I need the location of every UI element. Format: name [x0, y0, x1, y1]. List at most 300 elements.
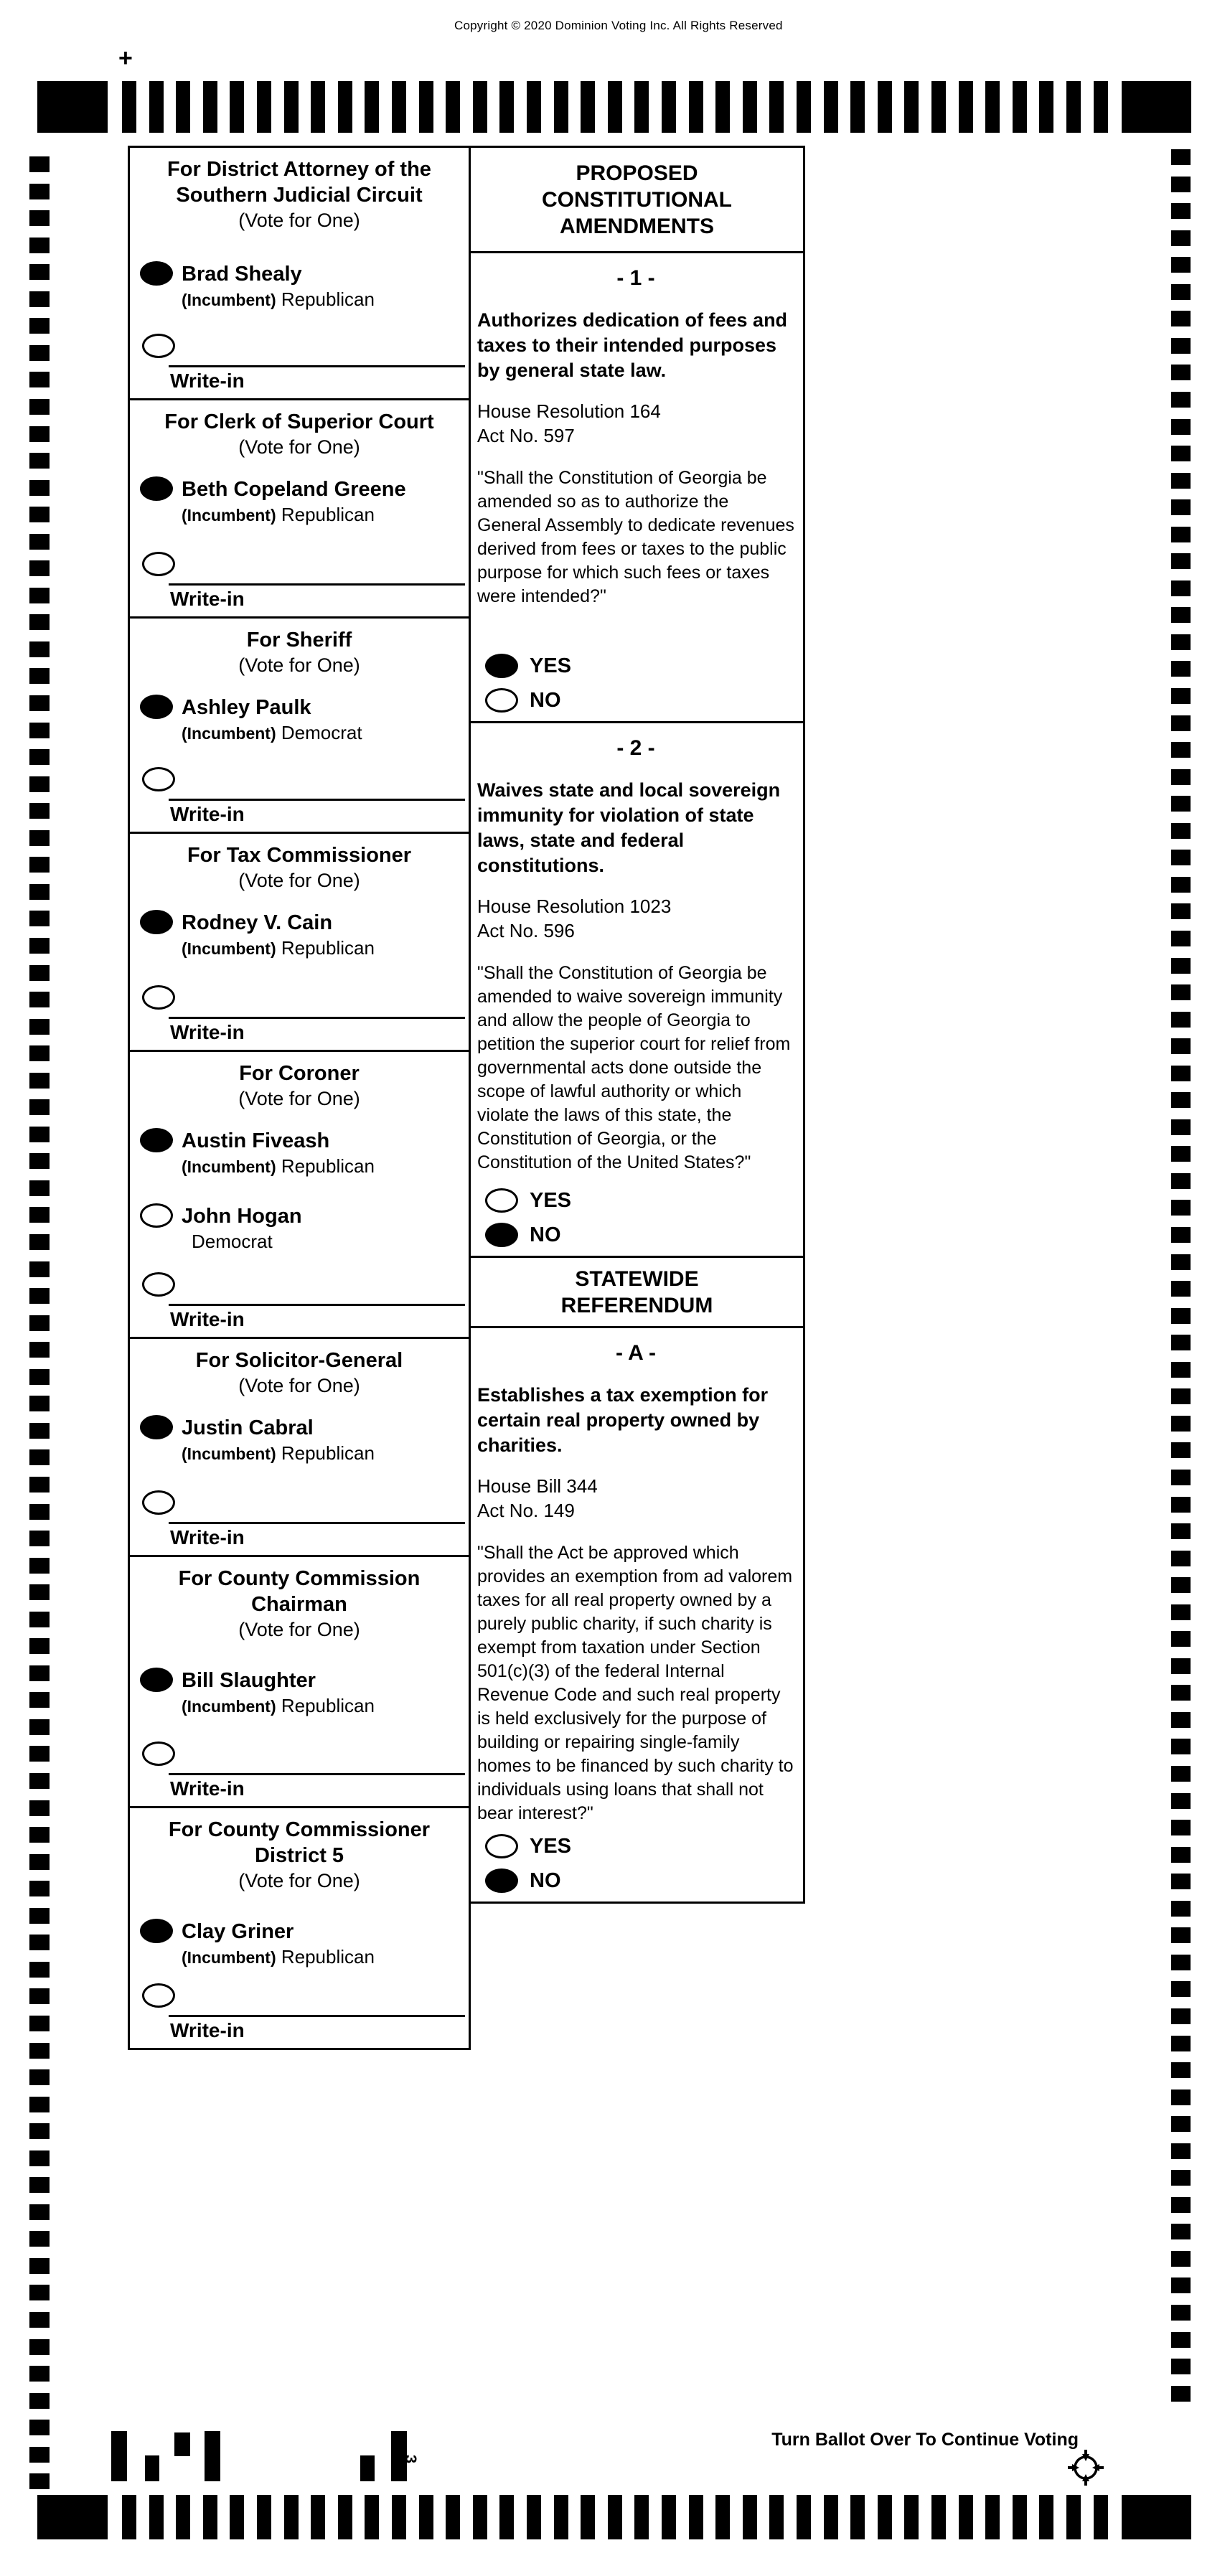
timing-square [29, 1127, 50, 1142]
contest-title-line: For Solicitor-General [195, 1349, 403, 1372]
timing-square [1171, 2116, 1191, 2132]
party-label: Democrat [192, 1231, 273, 1252]
timing-square [29, 857, 50, 873]
timing-square [29, 695, 50, 711]
incumbent-label: (Incumbent) [182, 939, 276, 958]
measure-summary: Establishes a tax exemption for certain real property owned by charities. [477, 1384, 769, 1456]
timing-bar [311, 81, 325, 133]
timing-square [1171, 1362, 1191, 1378]
timing-bar [257, 81, 271, 133]
candidate-name: Ashley Paulk [182, 696, 311, 719]
timing-square [29, 1396, 50, 1411]
no-label: NO [530, 1223, 561, 1246]
timing-square [1171, 257, 1191, 273]
candidate-oval-filled[interactable] [140, 1919, 173, 1943]
write-in-label: Write-in [170, 1777, 245, 1800]
timing-square [1171, 1173, 1191, 1189]
write-in-oval[interactable] [142, 1490, 175, 1515]
measures-column [469, 146, 805, 1904]
timing-square [29, 803, 50, 819]
timing-bar [149, 2495, 164, 2539]
incumbent-label: (Incumbent) [182, 1444, 276, 1463]
write-in-area [169, 1773, 465, 1805]
timing-bar [797, 81, 811, 133]
timing-square [1171, 1388, 1191, 1404]
measure-choices [485, 1824, 571, 1893]
timing-square [1171, 634, 1191, 650]
timing-square [1171, 284, 1191, 300]
incumbent-label: (Incumbent) [182, 291, 276, 309]
timing-bar [365, 81, 379, 133]
contest-title [130, 1557, 469, 1617]
party-label: Democrat [281, 722, 362, 743]
timing-bar [527, 81, 541, 133]
timing-square [1171, 1658, 1191, 1674]
contest-section [130, 148, 469, 400]
registration-target-icon [1066, 2448, 1105, 2487]
yes-oval[interactable] [485, 1188, 518, 1213]
timing-bar [122, 2495, 136, 2539]
timing-square [29, 2339, 50, 2355]
measure-number: - 1 - [616, 266, 655, 290]
write-in-choice-row [142, 985, 175, 1010]
timing-bar [1013, 2495, 1027, 2539]
timing-block-left [37, 2495, 108, 2539]
timing-square [29, 1315, 50, 1331]
write-in-label: Write-in [170, 1308, 245, 1330]
write-in-oval[interactable] [142, 1272, 175, 1297]
timing-square [29, 1423, 50, 1439]
timing-square [29, 480, 50, 496]
timing-square [1171, 1874, 1191, 1889]
timing-square [1171, 1685, 1191, 1701]
timing-square [29, 1099, 50, 1115]
candidate-name: Rodney V. Cain [182, 911, 333, 934]
timing-bar [608, 81, 622, 133]
candidate-oval-filled[interactable] [140, 261, 173, 286]
write-in-label: Write-in [170, 1526, 245, 1548]
incumbent-label: (Incumbent) [182, 1697, 276, 1716]
measure-authority-line: Act No. 149 [477, 1500, 575, 1521]
measure-authority-line: House Bill 344 [477, 1475, 598, 1497]
timing-bar [499, 2495, 514, 2539]
timing-square [1171, 1981, 1191, 1997]
timing-square [1171, 2062, 1191, 2078]
timing-bar [904, 81, 919, 133]
write-in-oval[interactable] [142, 552, 175, 576]
timing-square [1171, 392, 1191, 408]
timing-square [1171, 1254, 1191, 1270]
timing-square [29, 318, 50, 334]
write-in-label: Write-in [170, 1021, 245, 1043]
timing-square [1171, 2224, 1191, 2239]
timing-bar [662, 2495, 676, 2539]
timing-square [1171, 365, 1191, 380]
contest-section [130, 1557, 469, 1808]
timing-square [29, 1935, 50, 1950]
candidate-detail [182, 1231, 302, 1252]
timing-square [1171, 877, 1191, 893]
measure-summary: Authorizes dedication of fees and taxes to their intended purposes by general state law. [477, 309, 788, 381]
vote-for-instruction: (Vote for One) [238, 870, 360, 891]
timing-square [1171, 2305, 1191, 2321]
measures-header-line: AMENDMENTS [560, 214, 714, 238]
timing-square [29, 1019, 50, 1035]
timing-square [29, 345, 50, 361]
candidate-name: Justin Cabral [182, 1416, 314, 1439]
copyright-notice: Copyright © 2020 Dominion Voting Inc. All Rights Reserved [454, 19, 783, 32]
timing-square [29, 1638, 50, 1654]
timing-square [1171, 1335, 1191, 1350]
candidate-oval-filled[interactable] [140, 695, 173, 719]
candidate-row [140, 1415, 469, 1465]
timing-bar [1094, 2495, 1108, 2539]
candidate-info [182, 1415, 375, 1465]
timing-square [29, 1288, 50, 1304]
candidate-detail [182, 1946, 375, 1968]
candidate-row [140, 910, 469, 959]
timing-bar [554, 2495, 568, 2539]
timing-square [1171, 1847, 1191, 1863]
timing-bar [554, 81, 568, 133]
timing-bar [931, 2495, 946, 2539]
timing-bar [797, 2495, 811, 2539]
timing-square [29, 2420, 50, 2435]
vote-for-instruction: (Vote for One) [238, 1088, 360, 1109]
timing-bar [338, 81, 352, 133]
timing-bar [878, 81, 892, 133]
timing-square [29, 291, 50, 307]
timing-bar [689, 81, 703, 133]
write-in-choice-row [142, 1983, 175, 2008]
candidate-name: Bill Slaughter [182, 1669, 316, 1692]
timing-square [29, 1746, 50, 1762]
candidate-row [140, 476, 469, 526]
measure-choices [485, 644, 571, 713]
timing-square [1171, 1577, 1191, 1593]
timing-bar [581, 81, 595, 133]
yes-oval[interactable] [485, 654, 518, 678]
timing-square [29, 2393, 50, 2409]
timing-bar [1094, 81, 1108, 133]
timing-square [29, 2069, 50, 2085]
timing-square [1171, 1012, 1191, 1028]
candidate-name: John Hogan [182, 1205, 302, 1228]
candidate-oval-empty[interactable] [140, 1203, 173, 1228]
write-in-oval[interactable] [142, 985, 175, 1010]
timing-square [1171, 2170, 1191, 2186]
vote-for-instruction: (Vote for One) [238, 436, 360, 458]
write-in-area [169, 583, 465, 615]
timing-square [1171, 1066, 1191, 1081]
contest-title [130, 619, 469, 653]
timing-square [1171, 2359, 1191, 2374]
barcode-bar [174, 2432, 190, 2456]
measures-header [471, 1258, 803, 1328]
candidate-detail [182, 1155, 375, 1177]
candidate-info [182, 1668, 375, 1717]
yes-choice-row [485, 654, 571, 678]
timing-bar [1013, 81, 1027, 133]
timing-bar [1039, 81, 1053, 133]
yes-label: YES [530, 1188, 572, 1212]
contest-section [130, 1339, 469, 1557]
yes-choice-row [485, 1188, 571, 1213]
timing-square [29, 1261, 50, 1277]
timing-square [29, 668, 50, 684]
barcode-bar [360, 2455, 375, 2481]
measure-section [471, 723, 803, 1258]
candidate-info [182, 910, 375, 959]
timing-square [29, 1342, 50, 1358]
timing-square [1171, 1523, 1191, 1539]
candidate-detail [182, 504, 406, 526]
timing-square [29, 2258, 50, 2274]
timing-bar [959, 2495, 973, 2539]
write-in-area [169, 1522, 465, 1553]
write-in-choice-row [142, 767, 175, 791]
barcode-bar [111, 2431, 127, 2481]
measure-authority-line: House Resolution 164 [477, 400, 661, 422]
timing-bar [499, 81, 514, 133]
timing-square [29, 1908, 50, 1924]
contest-section [130, 1808, 469, 2048]
timing-bar [446, 2495, 460, 2539]
timing-square [29, 588, 50, 603]
contest-title [130, 834, 469, 868]
timing-square [1171, 1551, 1191, 1566]
timing-square [29, 2016, 50, 2031]
timing-square [29, 2177, 50, 2193]
measures-header-line: REFERENDUM [560, 1293, 713, 1317]
vote-for-instruction: (Vote for One) [238, 210, 360, 231]
timing-square [1171, 1712, 1191, 1728]
no-oval[interactable] [485, 1223, 518, 1247]
timing-bar [365, 2495, 379, 2539]
timing-square [1171, 1604, 1191, 1620]
timing-square [29, 911, 50, 926]
contest-section [130, 400, 469, 619]
no-label: NO [530, 1868, 561, 1892]
measure-section [471, 1328, 803, 1902]
write-in-area [169, 1304, 465, 1335]
timing-bar [715, 2495, 730, 2539]
timing-bar [392, 2495, 406, 2539]
timing-square [1171, 1227, 1191, 1243]
timing-square [1171, 230, 1191, 246]
write-in-label: Write-in [170, 803, 245, 825]
timing-square [1171, 203, 1191, 219]
timing-square [29, 1369, 50, 1385]
timing-bar [769, 2495, 784, 2539]
timing-square [1171, 1927, 1191, 1943]
write-in-label: Write-in [170, 370, 245, 392]
timing-square [29, 965, 50, 981]
write-in-choice-row [142, 334, 175, 358]
timing-square [29, 2285, 50, 2300]
timing-bar [1066, 81, 1081, 133]
timing-square [29, 723, 50, 738]
timing-square [1171, 715, 1191, 731]
timing-square [29, 534, 50, 550]
timing-square [29, 1531, 50, 1546]
timing-square [29, 614, 50, 630]
measure-number: - A - [615, 1341, 657, 1365]
contest-title-line: District 5 [254, 1844, 344, 1867]
measure-number: - 2 - [616, 736, 655, 760]
party-label: Republican [281, 1155, 375, 1177]
timing-square [1171, 1766, 1191, 1782]
timing-square [29, 776, 50, 792]
timing-bar [959, 81, 973, 133]
timing-bar [634, 81, 649, 133]
candidate-row [140, 261, 469, 311]
yes-oval[interactable] [485, 1834, 518, 1858]
timing-square [1171, 499, 1191, 515]
measure-summary: Waives state and local sovereign immunity for violation of state laws, state and federal constitutions. [477, 779, 781, 876]
no-oval[interactable] [485, 1868, 518, 1893]
timing-bar [662, 81, 676, 133]
timing-square [29, 1449, 50, 1465]
vote-for-instruction: (Vote for One) [238, 654, 360, 676]
write-in-choice-row [142, 1272, 175, 1297]
timing-square [1171, 850, 1191, 865]
alignment-cross-icon: + [118, 44, 133, 72]
timing-bar [634, 2495, 649, 2539]
timing-block-right [1122, 2495, 1191, 2539]
timing-square [29, 1988, 50, 2004]
timing-bar [1039, 2495, 1053, 2539]
measure-authority [477, 399, 794, 448]
candidate-oval-filled[interactable] [140, 1668, 173, 1692]
timing-square [1171, 1146, 1191, 1162]
yes-choice-row [485, 1834, 571, 1858]
timing-bar [230, 81, 244, 133]
timing-block-left [37, 81, 108, 133]
timing-bar [392, 81, 406, 133]
timing-square [29, 560, 50, 576]
timing-bar [473, 81, 487, 133]
timing-square [1171, 553, 1191, 569]
timing-block-right [1122, 81, 1191, 133]
timing-bar [176, 81, 190, 133]
timing-bar [419, 81, 433, 133]
timing-square [29, 1665, 50, 1681]
candidate-oval-filled[interactable] [140, 910, 173, 934]
measure-section [471, 253, 803, 723]
party-label: Republican [281, 1695, 375, 1716]
timing-square [1171, 311, 1191, 326]
timing-square [1171, 527, 1191, 542]
measure-question: "Shall the Constitution of Georgia be amended to waive sovereign immunity and allow the people of Georgia to petition the superior court for relief from governmental acts done outside the scope of lawful authority or which violate the laws of this state, the Constitution of Georgia, or the Constitution of the United States?" [477, 963, 791, 1172]
candidate-oval-filled[interactable] [140, 476, 173, 501]
measure-question: "Shall the Act be approved which provides an exemption from ad valorem taxes for all real property owned by a purely public charity, if such charity is exempt from taxation under Section 501(c)(3) of the federal Internal Revenue Code and such real property is held exclusively for the purpose of building or repairing single-family homes to be financed by such charity to individuals using loans that shall not bear interest?" [477, 1543, 794, 1823]
write-in-oval[interactable] [142, 1741, 175, 1766]
timing-square [1171, 1442, 1191, 1458]
timing-bar [850, 81, 865, 133]
timing-bar [824, 81, 838, 133]
timing-square [29, 184, 50, 199]
timing-bar [284, 81, 299, 133]
timing-square [29, 1153, 50, 1169]
timing-bar [149, 81, 164, 133]
contest-section [130, 619, 469, 834]
candidate-oval-filled[interactable] [140, 1128, 173, 1152]
timing-square [1171, 419, 1191, 435]
timing-square [1171, 1092, 1191, 1108]
timing-square [29, 1558, 50, 1574]
candidate-info [182, 1128, 375, 1177]
contest-title-line: For Clerk of Superior Court [164, 410, 434, 433]
timing-bar [743, 81, 757, 133]
timing-square [1171, 1308, 1191, 1324]
no-choice-row [485, 688, 571, 713]
party-label: Republican [281, 1442, 375, 1464]
write-in-choice-row [142, 1490, 175, 1515]
timing-bar [203, 81, 217, 133]
timing-square [1171, 1631, 1191, 1647]
timing-square [29, 156, 50, 172]
candidate-info [182, 476, 406, 526]
timing-square [1171, 149, 1191, 165]
timing-square [1171, 1901, 1191, 1917]
timing-square [29, 1234, 50, 1250]
contest-title [130, 400, 469, 435]
turn-ballot-over-text: Turn Ballot Over To Continue Voting [771, 2430, 1079, 2450]
timing-square [1171, 958, 1191, 974]
timing-square [29, 2123, 50, 2139]
timing-square [29, 1719, 50, 1735]
timing-bar [176, 2495, 190, 2539]
timing-square [1171, 1793, 1191, 1809]
timing-square [1171, 1281, 1191, 1297]
party-label: Republican [281, 504, 375, 525]
measure-authority [477, 894, 794, 943]
timing-square [29, 2231, 50, 2247]
candidate-info [182, 261, 375, 311]
timing-square [29, 2473, 50, 2489]
timing-bar [743, 2495, 757, 2539]
timing-square [29, 1073, 50, 1089]
timing-square [29, 507, 50, 522]
measures-header-line: PROPOSED [576, 161, 698, 185]
timing-square [1171, 688, 1191, 704]
timing-bar [689, 2495, 703, 2539]
vote-for-instruction: (Vote for One) [238, 1619, 360, 1640]
timing-square [29, 210, 50, 226]
candidate-oval-filled[interactable] [140, 1415, 173, 1439]
write-in-area [169, 1017, 465, 1048]
no-oval[interactable] [485, 688, 518, 713]
timing-square [29, 2366, 50, 2382]
timing-square [1171, 769, 1191, 785]
candidate-name: Austin Fiveash [182, 1129, 330, 1152]
timing-square [1171, 1119, 1191, 1135]
write-in-choice-row [142, 552, 175, 576]
write-in-oval[interactable] [142, 767, 175, 791]
no-choice-row [485, 1868, 571, 1893]
yes-label: YES [530, 1834, 572, 1858]
timing-bar [473, 2495, 487, 2539]
timing-square [1171, 607, 1191, 623]
write-in-oval[interactable] [142, 1983, 175, 2008]
write-in-oval[interactable] [142, 334, 175, 358]
party-label: Republican [281, 1946, 375, 1968]
timing-square [1171, 473, 1191, 489]
timing-bar [850, 2495, 865, 2539]
candidate-detail [182, 937, 375, 959]
no-label: NO [530, 688, 561, 712]
